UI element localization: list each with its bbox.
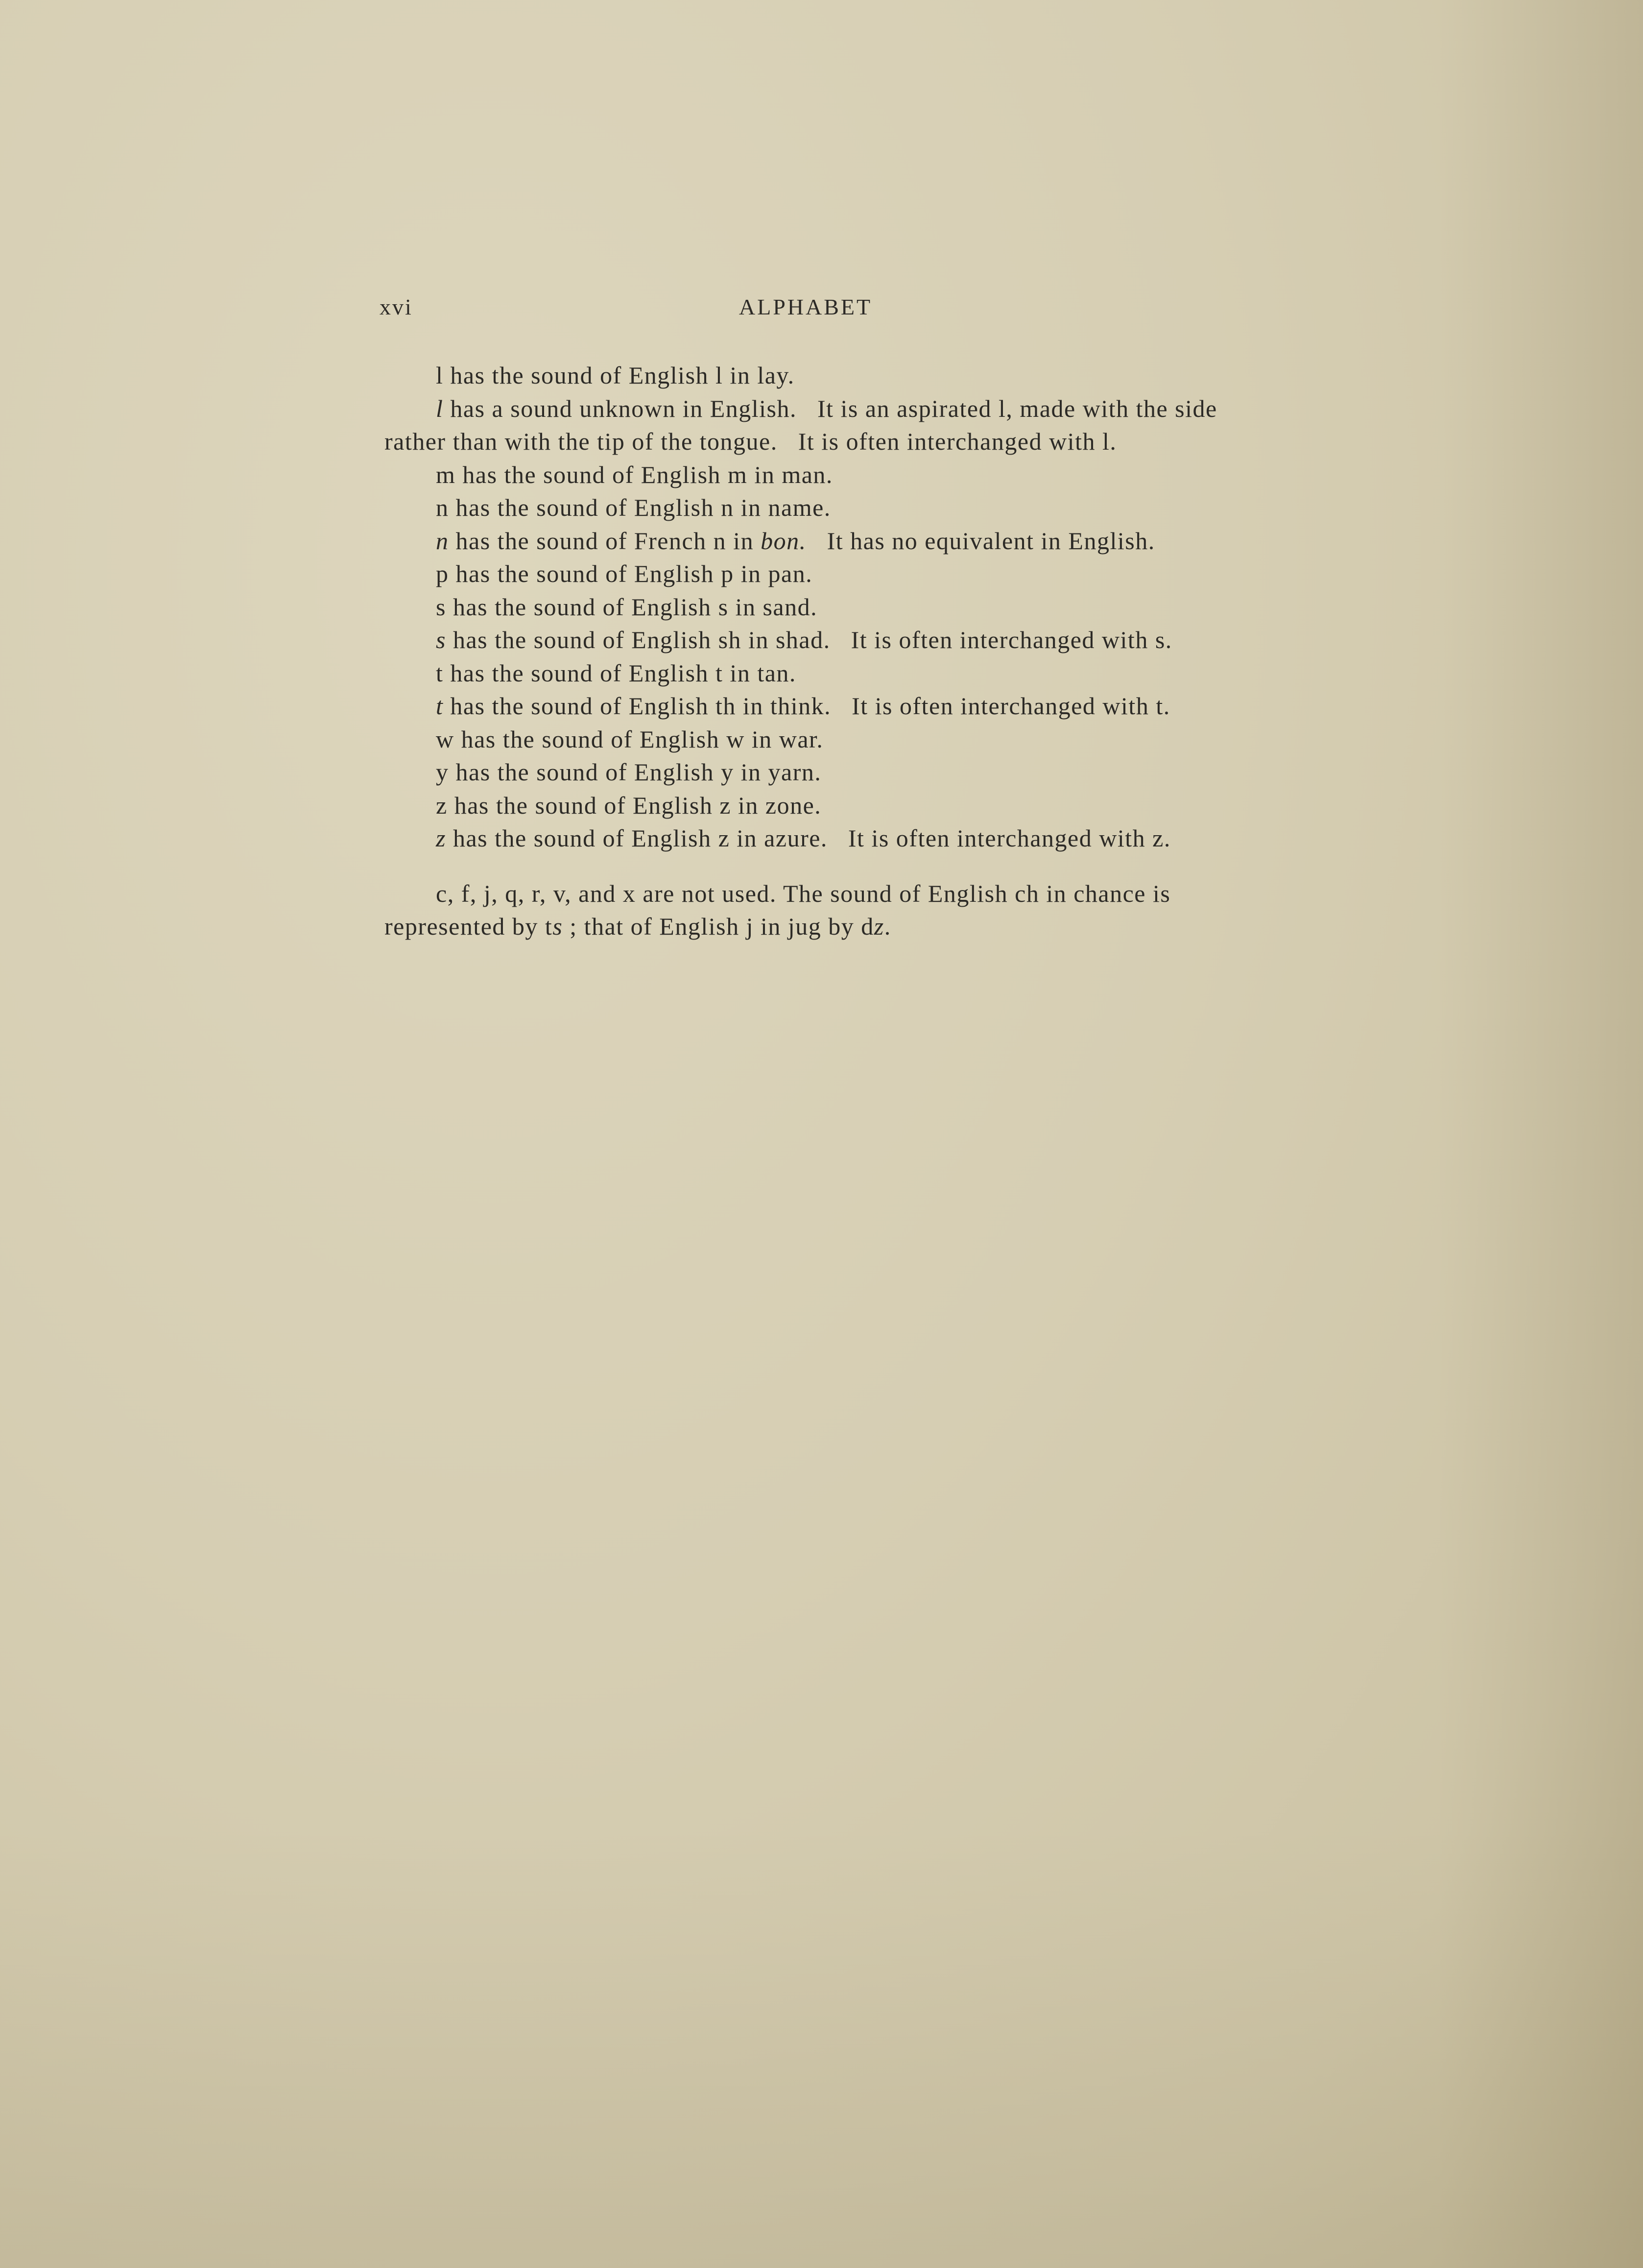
entry-letter: n xyxy=(436,494,449,521)
entry-line xyxy=(384,657,1369,690)
entry-text: has the sound of English p in pan. xyxy=(449,560,813,587)
entry-letter: z xyxy=(436,824,446,852)
entry-line xyxy=(384,525,1369,558)
closing-symbol-s: s xyxy=(552,913,563,940)
closing-line-2 xyxy=(384,910,1369,943)
entry-continuation: rather than with the tip of the tongue. It is often interchanged with l. xyxy=(384,428,1117,455)
entry-text: has the sound of English z in zone. xyxy=(447,791,822,819)
entry-line xyxy=(384,491,1369,525)
closing-symbol-z: z xyxy=(874,913,884,940)
entry-letter: t xyxy=(436,659,444,687)
entry-text: has the sound of English m in man. xyxy=(455,460,833,488)
entry-letter: l xyxy=(436,362,444,389)
entry-example-word: bon. xyxy=(761,527,807,555)
entry-letter: s xyxy=(436,593,446,621)
entry-letter: t xyxy=(436,692,444,720)
entry-letter: w xyxy=(436,725,454,753)
entry-text: has the sound of English th in think. It is often interchanged with t. xyxy=(443,692,1170,720)
closing-text: represented by t xyxy=(384,913,553,940)
entry-line xyxy=(384,624,1369,657)
entry-line xyxy=(384,359,1369,392)
entry-line xyxy=(384,723,1369,756)
entry-line xyxy=(384,690,1369,723)
entry-letter: l xyxy=(436,394,444,422)
alphabet-text xyxy=(384,359,1369,943)
page-header xyxy=(380,294,1379,323)
entry-line xyxy=(384,789,1369,822)
entry-text: has the sound of English l in lay. xyxy=(443,362,795,389)
entry-line xyxy=(384,557,1369,591)
entry-letter: s xyxy=(436,626,446,653)
entry-line xyxy=(384,392,1369,426)
entry-line xyxy=(384,458,1369,492)
entry-text: has the sound of French n in xyxy=(449,527,761,555)
entry-line xyxy=(384,591,1369,624)
entry-text: has the sound of English s in sand. xyxy=(446,593,818,621)
page-number: xvi xyxy=(380,294,413,319)
entry-letter: z xyxy=(436,791,448,819)
entry-line xyxy=(384,822,1369,855)
entry-text: has the sound of English z in azure. It is often interchanged with z. xyxy=(446,824,1171,852)
running-head: ALPHABET xyxy=(738,294,873,319)
entry-letter: y xyxy=(436,758,449,786)
entry-letter: p xyxy=(436,560,449,587)
entry-text: has the sound of English t in tan. xyxy=(443,659,796,687)
entry-text: has the sound of English w in war. xyxy=(454,725,824,753)
entry-text: has the sound of English sh in shad. It is often interchanged with s. xyxy=(446,626,1172,653)
entry-letter: n xyxy=(436,527,449,555)
entry-text: has the sound of English y in yarn. xyxy=(449,758,822,786)
page-bottom-shading xyxy=(0,1827,1643,2268)
closing-text: ; that of English j in jug by d xyxy=(563,913,874,940)
entry-letter: m xyxy=(436,460,456,488)
entry-text: has the sound of English n in name. xyxy=(449,494,831,521)
entry-note: It has no equivalent in English. xyxy=(806,527,1155,555)
entry-line xyxy=(384,756,1369,789)
closing-text: . xyxy=(884,913,891,940)
closing-line-1: c, f, j, q, r, v, and x are not used. The sound of English ch in chance is xyxy=(436,879,1171,907)
paragraph-gap xyxy=(384,855,1369,877)
entry-text: has a sound unknown in English. It is an aspirated l, made with the side xyxy=(443,394,1217,422)
